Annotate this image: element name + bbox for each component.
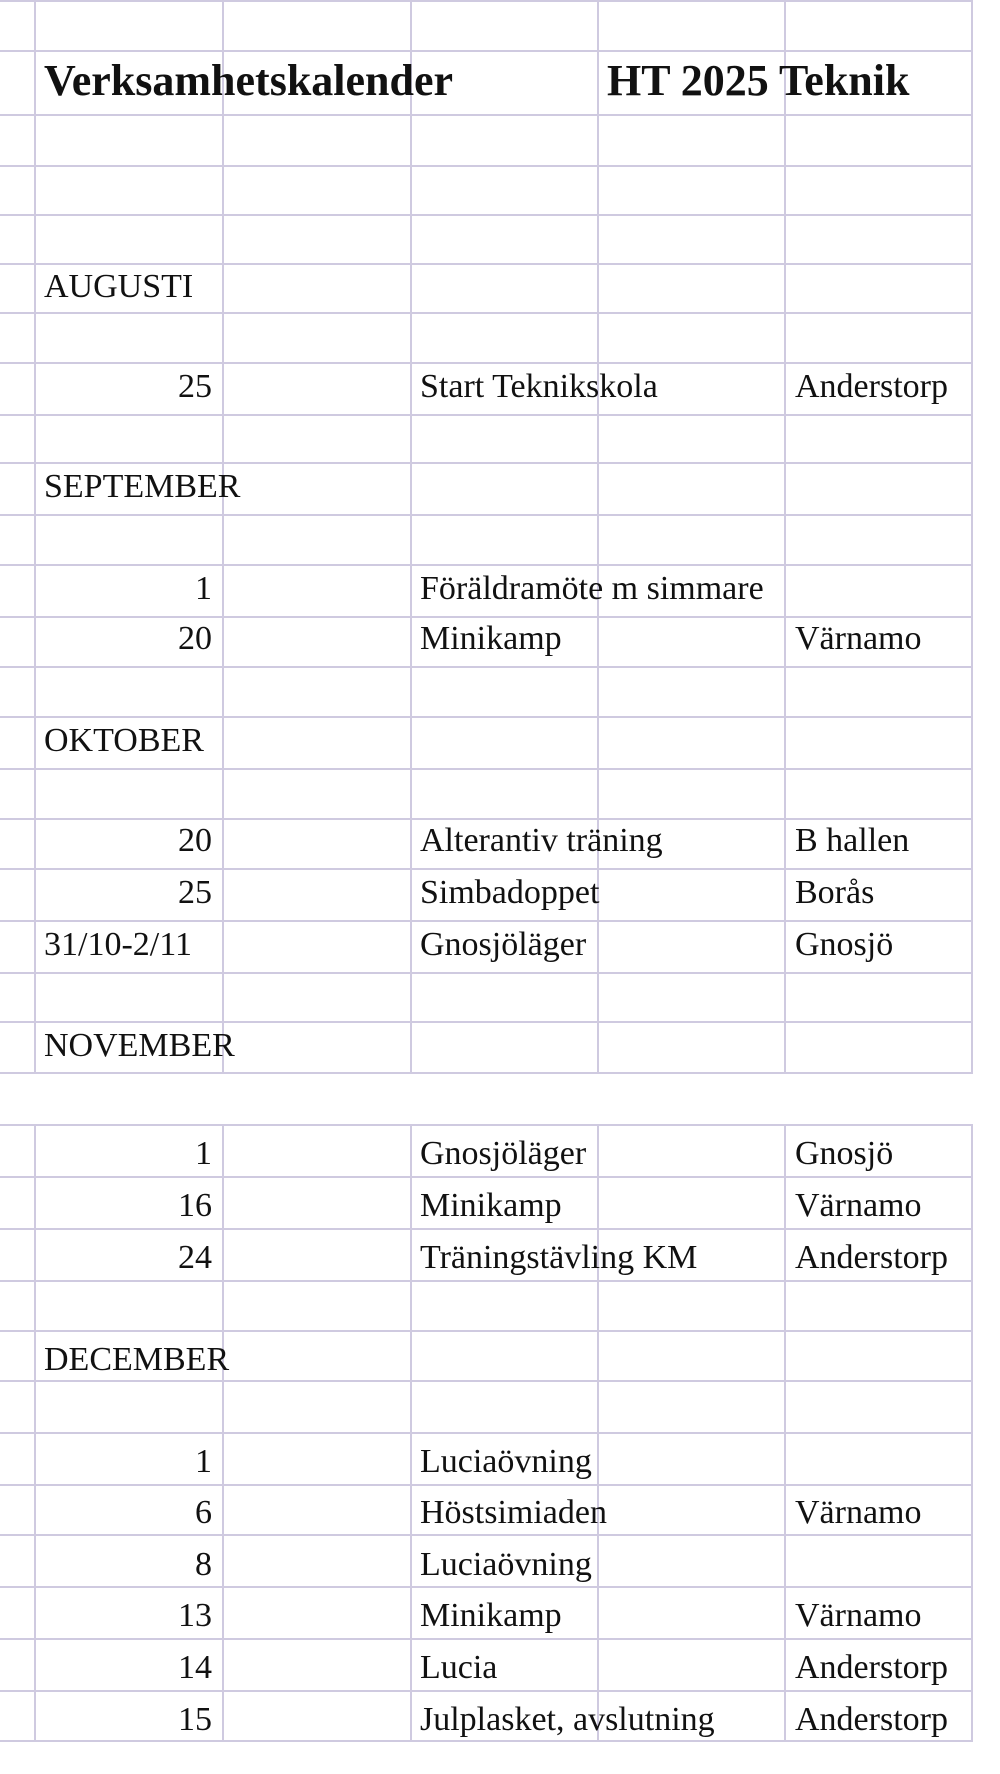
event-date: 24 [178,1239,212,1276]
grid-column-line [971,1124,973,1742]
event-location: Anderstorp [795,1649,948,1686]
event-location: Anderstorp [795,1701,948,1738]
event-date: 16 [178,1187,212,1224]
event-name: Luciaövning [420,1443,592,1480]
event-name: Minikamp [420,1187,562,1224]
grid-row-line [0,1072,973,1074]
grid-row-line [0,972,973,974]
event-date: 20 [178,822,212,859]
grid-column-line [410,1124,412,1742]
grid-column-line [597,1124,599,1742]
event-name: Julplasket, avslutning [420,1701,715,1738]
event-name: Simbadoppet [420,874,600,911]
event-date: 25 [178,874,212,911]
grid-row-line [0,666,973,668]
grid-row-line [0,1432,973,1434]
event-name: Träningstävling KM [420,1239,698,1276]
grid-column-line [971,0,973,1074]
grid-row-line [0,312,973,314]
grid-column-line [222,0,224,1074]
grid-row-line [0,114,973,116]
term-label: HT 2025 Teknik [607,56,910,105]
event-location: B hallen [795,822,910,859]
grid-row-line [0,214,973,216]
event-location: Värnamo [795,1494,922,1531]
event-name: Gnosjöläger [420,926,587,963]
event-location: Gnosjö [795,926,894,963]
grid-row-line [0,1124,973,1126]
event-location: Anderstorp [795,1239,948,1276]
event-name: Minikamp [420,620,562,657]
event-date: 25 [178,368,212,405]
event-name: Gnosjöläger [420,1135,587,1172]
event-name: Start Teknikskola [420,368,658,405]
event-name: Lucia [420,1649,498,1686]
page-title: Verksamhetskalender [44,56,454,105]
event-name: Höstsimiaden [420,1494,607,1531]
event-location: Gnosjö [795,1135,894,1172]
month-september: SEPTEMBER [44,468,241,505]
grid-row-line [0,1330,973,1332]
event-location: Värnamo [795,1597,922,1634]
event-date: 8 [195,1546,212,1583]
grid-row-line [0,768,973,770]
event-location: Värnamo [795,1187,922,1224]
grid-column-line [784,0,786,1074]
event-date: 31/10-2/11 [44,926,192,963]
event-name: Alterantiv träning [420,822,663,859]
event-name: Luciaövning [420,1546,592,1583]
event-name: Föräldramöte m simmare [420,570,764,607]
event-date: 1 [195,1443,212,1480]
event-date: 1 [195,570,212,607]
event-date: 20 [178,620,212,657]
grid-row-line [0,165,973,167]
grid-column-line [784,1124,786,1742]
grid-row-line [0,50,973,52]
event-location: Borås [795,874,875,911]
grid-column-line [410,0,412,1074]
month-december: DECEMBER [44,1341,230,1378]
month-augusti: AUGUSTI [44,268,194,305]
month-oktober: OKTOBER [44,722,204,759]
event-name: Minikamp [420,1597,562,1634]
event-date: 6 [195,1494,212,1531]
event-location: Anderstorp [795,368,948,405]
event-date: 1 [195,1135,212,1172]
grid-column-line [222,1124,224,1742]
event-location: Värnamo [795,620,922,657]
grid-row-line [0,414,973,416]
month-november: NOVEMBER [44,1027,235,1064]
event-date: 14 [178,1649,212,1686]
grid-row-line [0,0,973,2]
event-date: 15 [178,1701,212,1738]
event-date: 13 [178,1597,212,1634]
grid-row-line [0,514,973,516]
